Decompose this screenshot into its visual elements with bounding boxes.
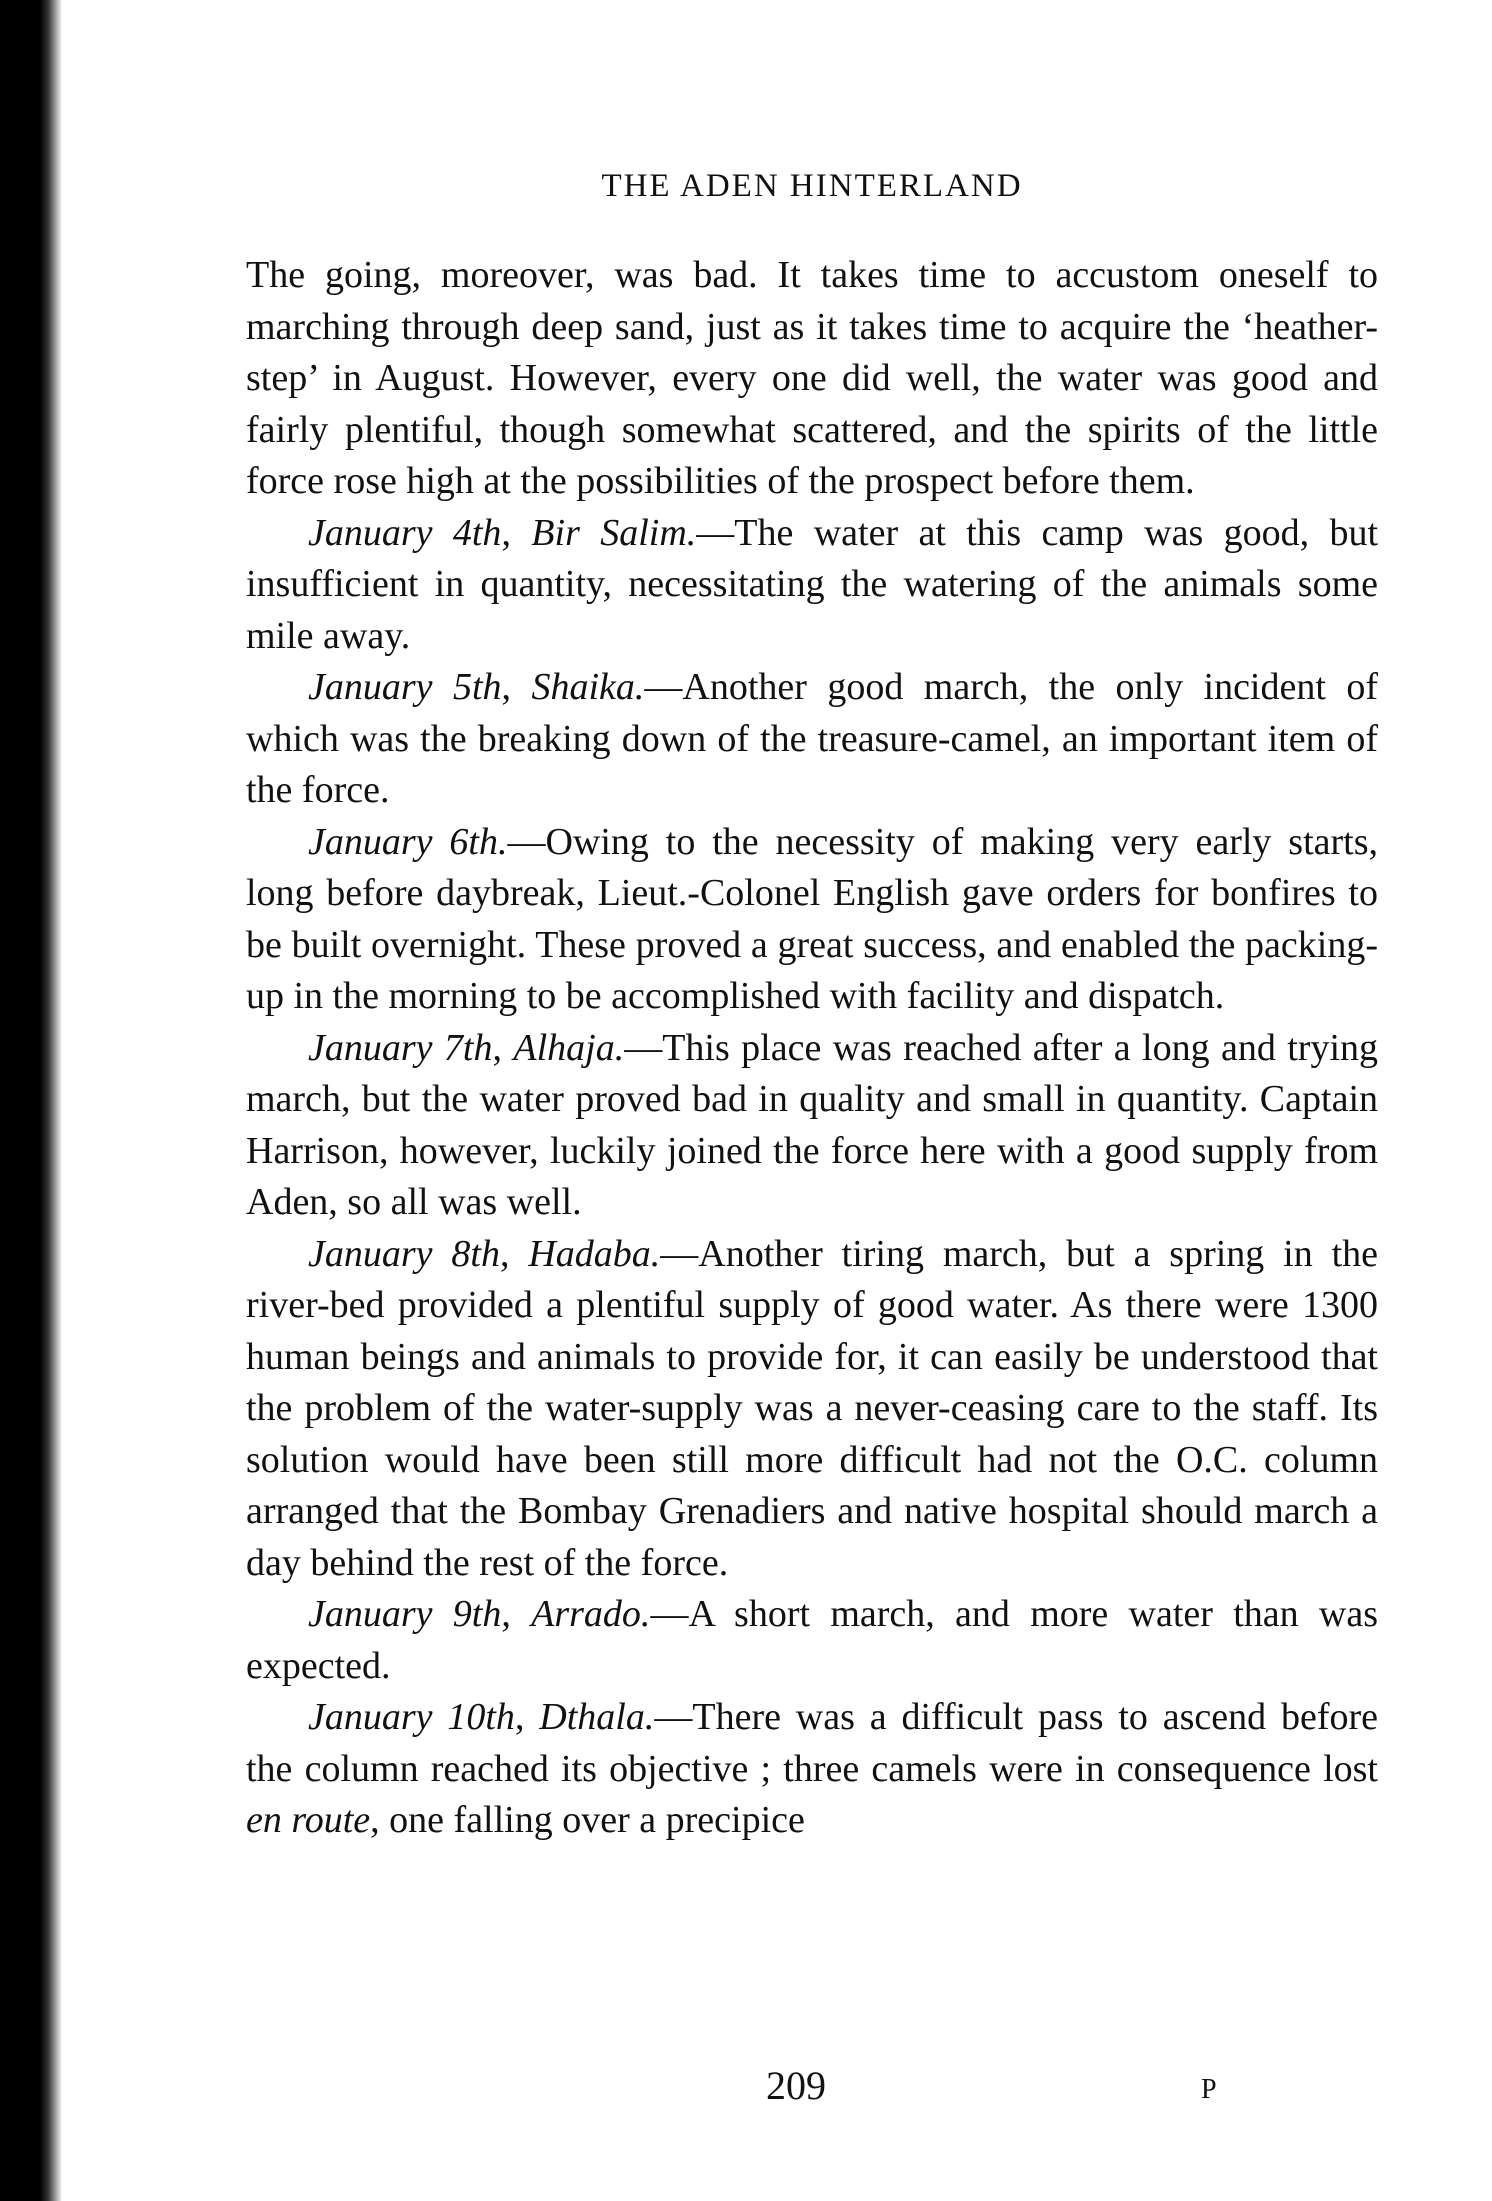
entry-text: —The water at this camp was good, but insufficient in quantity, necessitating the watering of the animals some mile away.: [246, 511, 1379, 657]
entry-place: Alhaja.: [513, 1026, 625, 1069]
entry-date: January 9th: [308, 1593, 502, 1635]
entry-january-4: [246, 508, 1378, 663]
entry-date: January 8th: [308, 1232, 500, 1275]
entry-place: Shaika.: [531, 666, 645, 708]
entry-text: —Another good march, the only incident of which was the breaking down of the treasure-camel, an important item of the force.: [246, 666, 1378, 811]
entry-january-9: [246, 1589, 1378, 1692]
separator: ,: [501, 666, 532, 708]
paragraph-intro: [246, 250, 1378, 508]
entry-italic-phrase: en route: [246, 1799, 371, 1841]
running-head: THE ADEN HINTERLAND: [601, 168, 1023, 204]
entry-january-5: [246, 662, 1378, 817]
entry-text: —There was a difficult pass to ascend before the column reached its objective ; three camels were in consequence lost: [246, 1696, 1379, 1790]
entry-date: January 5th: [308, 666, 502, 708]
entry-january-8: [246, 1229, 1378, 1590]
entry-date: January 7th: [308, 1026, 493, 1069]
signature-mark: P: [1201, 2074, 1217, 2105]
entry-text-continued: , one falling over a precipice: [370, 1799, 805, 1841]
separator: ,: [514, 1696, 540, 1738]
entry-place: Arrado.: [531, 1593, 651, 1635]
body-text: [246, 250, 1378, 1847]
entry-text: —A short march, and more water than was expected.: [246, 1593, 1378, 1687]
separator: ,: [501, 511, 532, 554]
entry-place: Hadaba.: [528, 1232, 661, 1275]
entry-text: —Owing to the necessity of making very early starts, long before daybreak, Lieut.-Colonel English gave orders for bonfires to be built overnight. These proved a great success, and enabled the packing-up in the morning to be accomplished with facility and dispatch.: [246, 820, 1379, 1017]
entry-text: —Another tiring march, but a spring in the river-bed provided a plentiful supply of good water. As there were 1300 human beings and animals to provide for, it can easily be understood that the problem of the water-supply was a never-ceasing care to the staff. Its solution would have been still more difficult had not the O.C. column arranged that the Bombay Grenadiers and native hospital should march a day behind the rest of the force.: [246, 1232, 1379, 1584]
scanned-binding-edge: [0, 0, 62, 2201]
entry-place: Dthala.: [539, 1696, 655, 1738]
separator: ,: [492, 1026, 514, 1069]
entry-january-6: [246, 817, 1378, 1023]
entry-january-7: [246, 1023, 1378, 1229]
page-number: 209: [766, 2063, 826, 2108]
separator: ,: [501, 1593, 532, 1635]
entry-january-10: [246, 1692, 1378, 1847]
entry-date: January 6th.: [308, 820, 508, 863]
entry-text: —This place was reached after a long and trying march, but the water proved bad in quality and small in quantity. Captain Harrison, however, luckily joined the force here with a good supply from Aden, so all was well.: [246, 1026, 1379, 1223]
entry-place: Bir Salim.: [531, 511, 697, 554]
entry-date: January 10th: [308, 1696, 515, 1738]
separator: ,: [499, 1232, 529, 1275]
paragraph-text: The going, moreover, was bad. It takes time to accustom oneself to marching through deep sand, just as it takes time to acquire the ‘heather-step’ in August. However, every one did well, the water was good and fairly plentiful, though somewhat scattered, and the spirits of the little force rose high at the possibilities of the prospect before them.: [246, 254, 1378, 502]
entry-date: January 4th: [308, 511, 502, 554]
